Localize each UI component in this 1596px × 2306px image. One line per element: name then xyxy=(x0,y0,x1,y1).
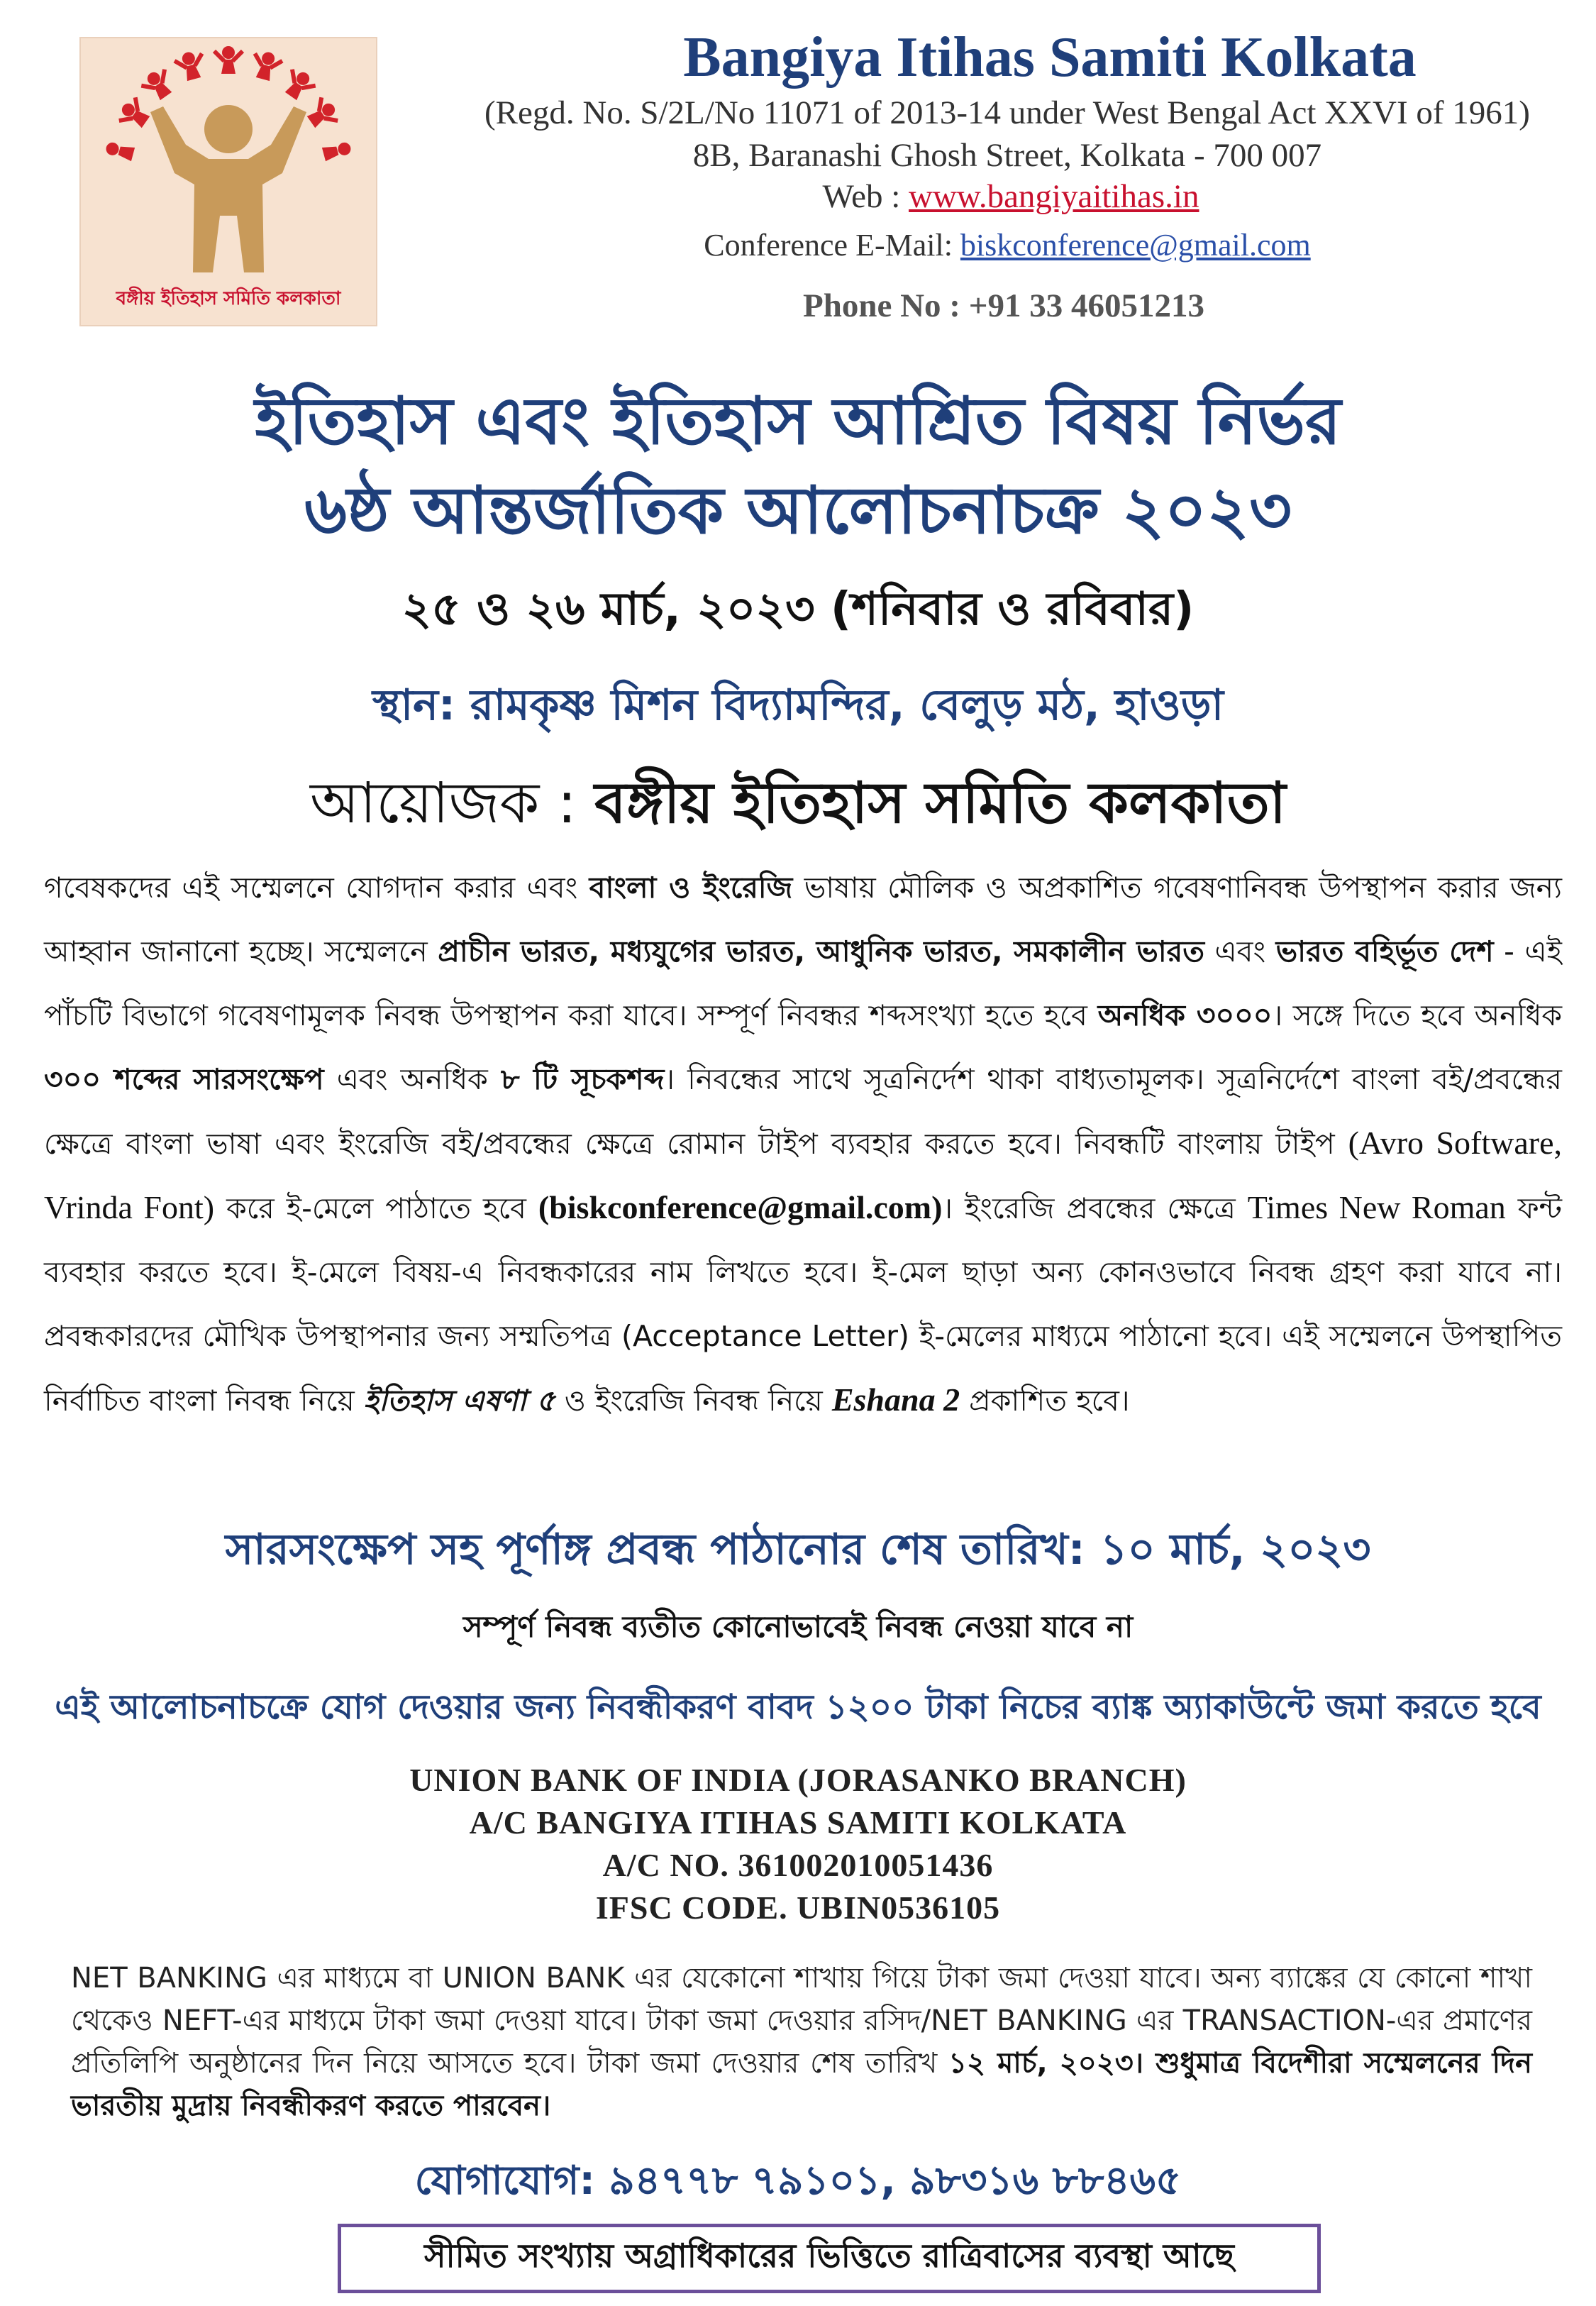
body-text: ফন্ট ব্যবহার করতে হবে। ই-মেলে বিষয়-এ নিবন্ধকারের নাম লিখতে হবে। ই-মেল ছাড়া অন্য কোনওভাবে নিবন্ধ গ্রহণ করা যাবে না। প্রবন্ধকারদের মৌখিক উপস্থাপনার জন্য সম্মতিপত্র (Acceptance Letter) ই-মেলের মাধ্যমে পাঠানো হবে। এই সম্মেলনে উপস্থাপিত নির্বাচিত বাংলা নিবন্ধ নিয়ে xyxy=(44,1191,1562,1418)
website-label: Web : xyxy=(822,178,909,215)
logo-caption: বঙ্গীয় ইতিহাস সমিতি কলকাতা xyxy=(116,288,341,309)
body-text-bold: বাংলা ও ইংরেজি xyxy=(589,871,793,905)
body-text: এবং xyxy=(1204,934,1276,969)
bank-name: UNION BANK OF INDIA (JORASANKO BRANCH) xyxy=(409,1762,1187,1798)
conference-dates: ২৫ ও ২৬ মার্চ, ২০২৩ (শনিবার ও রবিবার) xyxy=(401,583,1195,636)
journal-name-english: Eshana 2 xyxy=(831,1381,960,1418)
contact-numbers: যোগাযোগ: ৯৪৭৭৮ ৭৯১০১, ৯৮৩১৬ ৮৮৪৬৫ xyxy=(414,2158,1182,2204)
bank-account-number: A/C NO. 361002010051436 xyxy=(602,1847,994,1883)
body-text-serif: Times New Roman xyxy=(1247,1189,1506,1225)
body-text: করে ই-মেলে পাঠাতে হবে xyxy=(214,1191,538,1225)
conference-title-line1: ইতিহাস এবং ইতিহাস আশ্রিত বিষয় নির্ভর xyxy=(255,383,1341,459)
organization-address: 8B, Baranashi Ghosh Street, Kolkata - 700 007 xyxy=(692,137,1322,174)
bank-ifsc-code: IFSC CODE. UBIN0536105 xyxy=(595,1890,1001,1926)
body-text: । সঙ্গে দিতে হবে অনধিক xyxy=(1272,998,1562,1032)
payment-text: NET BANKING এর মাধ্যমে বা UNION BANK এর যেকোনো শাখায় গিয়ে টাকা জমা দেওয়া যাবে। অন্য ব্যাঙ্কের যে কোনো শাখা থেকেও NEFT-এর মাধ্যমে টাকা জমা দেওয়া যাবে। টাকা জমা দেওয়ার রসিদ/NET BANKING এর TRANSACTION-এর প্রমাণের প্রতিলিপি অনুষ্ঠানের দিন নিয়ে আসতে হবে। টাকা জমা দেওয়ার শেষ তারিখ xyxy=(71,1962,1532,2080)
organizer-line xyxy=(0,759,1596,854)
conference-venue: স্থান: রামকৃষ্ণ মিশন বিদ্যামন্দির, বেলুড় মঠ, হাওড়া xyxy=(372,680,1224,730)
journal-name-bengali: ইতিহাস এষণা ৫ xyxy=(363,1384,555,1418)
body-text-bold: ৩০০ শব্দের সারসংক্ষেপ xyxy=(44,1062,324,1096)
organization-logo xyxy=(79,37,377,326)
organizer-name: বঙ্গীয় ইতিহাস সমিতি কলকাতা xyxy=(594,770,1286,836)
organizer-label: আয়োজক : xyxy=(310,770,595,836)
website-line xyxy=(638,177,1383,216)
body-text: প্রকাশিত হবে। xyxy=(960,1384,1130,1418)
registration-fee-notice: এই আলোচনাচক্রে যোগ দেওয়ার জন্য নিবন্ধীকরণ বাবদ ১২০০ টাকা নিচের ব্যাঙ্ক অ্যাকাউন্টে জমা করতে হবে xyxy=(55,1687,1541,1727)
registration-number: (Regd. No. S/2L/No 11071 of 2013-14 under West Bengal Act XXVI of 1961) xyxy=(484,94,1530,131)
payment-deadline: ১২ মার্চ, ২০২৩। শুধুমাত্র বিদেশীরা সম্মেলনের দিন ভারতীয় মুদ্রায় নিবন্ধীকরণ করতে পারবেন। xyxy=(71,2047,1532,2122)
body-text: ও ইংরেজি নিবন্ধ নিয়ে xyxy=(555,1384,832,1418)
payment-instructions xyxy=(71,1957,1532,2127)
phone-number: Phone No : +91 33 46051213 xyxy=(803,287,1204,324)
body-email: (biskconference@gmail.com) xyxy=(538,1189,943,1225)
email-line xyxy=(511,227,1504,263)
body-text: । ইংরেজি প্রবন্ধের ক্ষেত্রে xyxy=(942,1191,1248,1225)
body-text: ভাষায় মৌলিক ও অপ্রকাশিত গবেষণানিবন্ধ উপস্থাপন করার জন্য আহ্বান জানানো হচ্ছে। সম্মেলনে xyxy=(44,871,1562,969)
organization-name: Bangiya Itihas Samiti Kolkata xyxy=(683,26,1417,89)
logo-figures-icon xyxy=(81,38,376,325)
website-link[interactable]: www.bangiyaitihas.in xyxy=(909,178,1199,215)
body-text: গবেষকদের এই সম্মেলনে যোগদান করার এবং xyxy=(44,871,589,905)
email-label: Conference E-Mail: xyxy=(704,228,960,263)
body-text-bold: অনধিক ৩০০০ xyxy=(1097,998,1273,1032)
body-text-bold: ৮ টি সূচকশব্দ xyxy=(501,1062,665,1096)
body-text: - এই পাঁচটি বিভাগে গবেষণামূলক নিবন্ধ উপস্থাপন করা যাবে। সম্পূর্ণ নিবন্ধর শব্দসংখ্যা হতে হবে xyxy=(44,934,1562,1032)
conference-title-line2: ৬ষ্ঠ আন্তর্জাতিক আলোচনাচক্র ২০২৩ xyxy=(304,473,1292,548)
body-text: এবং অনধিক xyxy=(323,1062,501,1096)
email-link[interactable]: biskconference@gmail.com xyxy=(960,228,1311,263)
body-text-serif: (Avro Software, Vrinda Font) xyxy=(44,1125,1562,1225)
submission-deadline: সারসংক্ষেপ সহ পূর্ণাঙ্গ প্রবন্ধ পাঠানোর শেষ তারিখ: ১০ মার্চ, ২০২৩ xyxy=(225,1525,1371,1574)
call-for-papers-paragraph xyxy=(44,856,1562,1433)
body-text-bold: প্রাচীন ভারত, মধ্যযুগের ভারত, আধুনিক ভারত, সমকালীন ভারত xyxy=(438,934,1204,969)
body-text: । নিবন্ধের সাথে সূত্রনির্দেশ থাকা বাধ্যতামূলক। সূত্রনির্দেশে বাংলা বই/প্রবন্ধের ক্ষেত্রে বাংলা ভাষা এবং ইংরেজি বই/প্রবন্ধের ক্ষেত্রে রোমান টাইপ ব্যবহার করতে হবে। নিবন্ধটি বাংলায় টাইপ xyxy=(44,1062,1562,1161)
body-text-bold: ভারত বহির্ভূত দেশ xyxy=(1275,934,1494,969)
bank-account-name: A/C BANGIYA ITIHAS SAMITI KOLKATA xyxy=(469,1804,1127,1841)
full-paper-notice: সম্পূর্ণ নিবন্ধ ব্যতীত কোনোভাবেই নিবন্ধ নেওয়া যাবে না xyxy=(462,1609,1134,1644)
accommodation-notice: সীমিত সংখ্যায় অগ্রাধিকারের ভিত্তিতে রাত্রিবাসের ব্যবস্থা আছে xyxy=(338,2224,1321,2293)
